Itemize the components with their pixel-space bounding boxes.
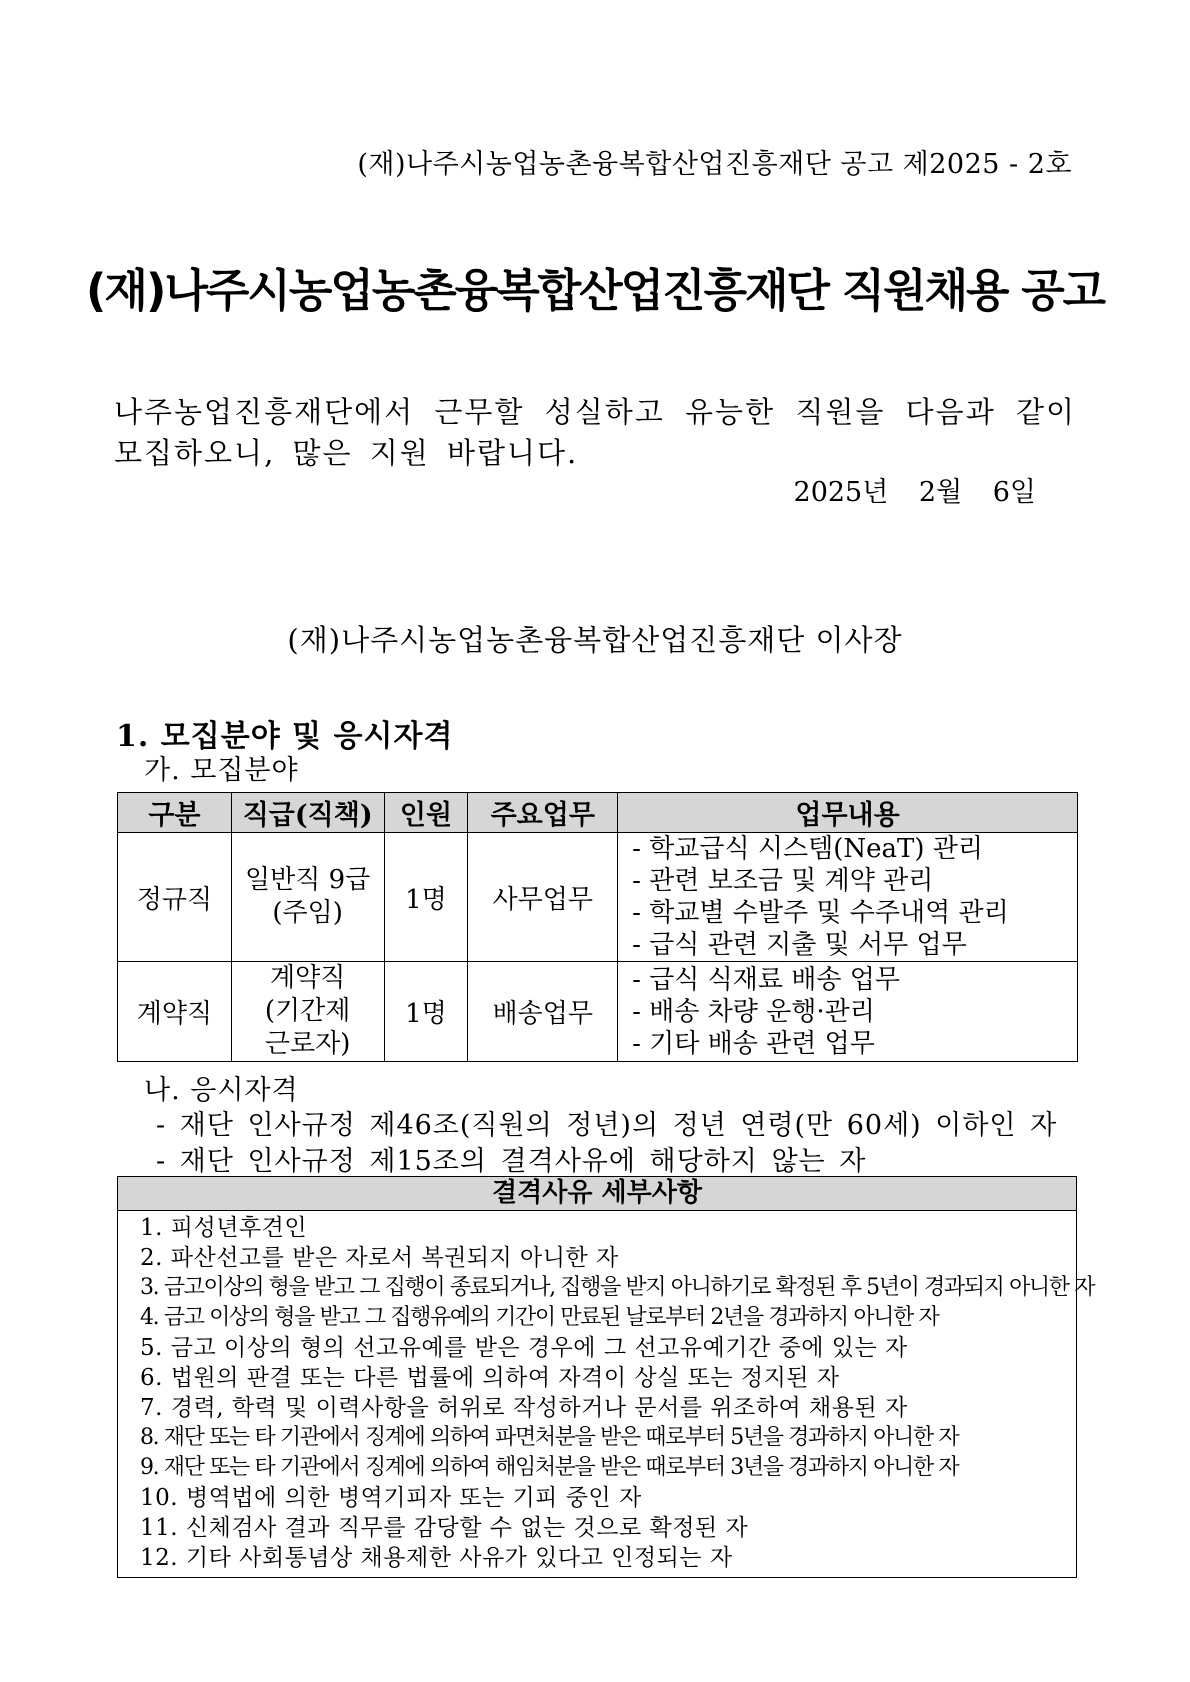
list-item: 12. 기타 사회통념상 채용제한 사유가 있다고 인정되는 자 [140, 1545, 733, 1571]
list-item: 3. 금고이상의 형을 받고 그 집행이 종료되거나, 집행을 받지 아니하기로 확정된 후 5년이 경과되지 아니한 자 [140, 1275, 1095, 1300]
list-item: 4. 금고 이상의 형을 받고 그 집행유예의 기간이 만료된 날로부터 2년을 경과하지 아니한 자 [140, 1305, 939, 1330]
cell-count: 1명 [384, 962, 468, 1062]
rank-line: 계약직 [269, 963, 346, 993]
list-item: 10. 병역법에 의한 병역기피자 또는 기피 중인 자 [140, 1485, 642, 1511]
list-item: 1. 피성년후견인 [140, 1215, 308, 1241]
disqualification-list [118, 1211, 1095, 1577]
table-header-row [118, 793, 1078, 833]
qualification-item: - 재단 인사규정 제46조(직원의 정년)의 정년 연령(만 60세) 이하인 자 [156, 1110, 1058, 1141]
table-row [118, 833, 1078, 962]
col-header-rank: 직급(직책) [231, 793, 384, 833]
subsection-qualifications: 나. 응시자격 [144, 1075, 299, 1106]
rank-line: 근로자) [264, 1029, 351, 1059]
rank-line: (주임) [272, 898, 343, 928]
list-item: 7. 경력, 학력 및 이력사항을 허위로 작성하거나 문서를 위조하여 채용된 자 [140, 1395, 908, 1421]
notice-date: 2025년 2월 6일 [793, 477, 1036, 508]
list-item: 5. 금고 이상의 형의 선고유예를 받은 경우에 그 선고유예기간 중에 있는 자 [140, 1335, 908, 1361]
list-item: 6. 법원의 판결 또는 다른 법률에 의하여 자격이 상실 또는 정지된 자 [140, 1365, 840, 1391]
cell-count: 1명 [384, 833, 468, 962]
duty-item: - 관련 보조금 및 계약 관리 [632, 866, 934, 896]
duty-item: - 학교별 수발주 및 수주내역 관리 [632, 898, 1009, 928]
recruitment-table [117, 792, 1078, 1062]
cell-main-duty: 사무업무 [468, 833, 618, 962]
duty-item: - 급식 식재료 배송 업무 [632, 964, 901, 995]
cell-main-duty: 배송업무 [468, 962, 618, 1062]
rank-line: (기간제 [264, 996, 351, 1026]
cell-rank [231, 833, 384, 962]
duty-item: - 학교급식 시스템(NeaT) 관리 [632, 834, 984, 864]
cell-category: 정규직 [118, 833, 232, 962]
cell-category: 계약직 [118, 962, 232, 1062]
col-header-main-duty: 주요업무 [468, 793, 618, 833]
table-row [118, 962, 1078, 1062]
section-heading: 1. 모집분야 및 응시자격 [116, 719, 454, 754]
page-title: (재)나주시농업농촌융복합산업진흥재단 직원채용 공고 [85, 264, 1105, 317]
disqualification-box [117, 1176, 1095, 1578]
cell-rank [231, 962, 384, 1062]
issuer: (재)나주시농업농촌융복합산업진흥재단 이사장 [287, 623, 903, 657]
list-item: 11. 신체검사 결과 직무를 감당할 수 없는 것으로 확정된 자 [140, 1515, 749, 1541]
list-item: 2. 파산선고를 받은 자로서 복권되지 아니한 자 [140, 1245, 619, 1271]
col-header-duty-details: 업무내용 [618, 793, 1078, 833]
list-item: 9. 재단 또는 타 기관에서 징계에 의하여 해임처분을 받은 때로부터 3년을 경과하지 아니한 자 [140, 1455, 959, 1480]
disqualification-heading: 결격사유 세부사항 [118, 1177, 1076, 1211]
duty-item: - 배송 차량 운행·관리 [632, 996, 875, 1027]
list-item: 8. 재단 또는 타 기관에서 징계에 의하여 파면처분을 받은 때로부터 5년을 경과하지 아니한 자 [140, 1425, 959, 1450]
qualification-item: - 재단 인사규정 제15조의 결격사유에 해당하지 않는 자 [156, 1146, 867, 1177]
cell-duty-details [618, 962, 1078, 1062]
cell-duty-details [618, 833, 1078, 962]
subsection-recruitment-field: 가. 모집분야 [144, 755, 299, 786]
col-header-count: 인원 [384, 793, 468, 833]
duty-item: - 급식 관련 지출 및 서무 업무 [632, 930, 967, 960]
col-header-category: 구분 [118, 793, 232, 833]
notice-number: (재)나주시농업농촌융복합산업진흥재단 공고 제2025 - 2호 [357, 149, 1072, 180]
duty-item: - 기타 배송 관련 업무 [632, 1028, 875, 1059]
intro-text: 나주농업진흥재단에서 근무할 성실하고 유능한 직원을 다음과 같이 모집하오니, 많은 지원 바랍니다. [114, 395, 1076, 470]
rank-line: 일반직 9급 [245, 865, 371, 895]
